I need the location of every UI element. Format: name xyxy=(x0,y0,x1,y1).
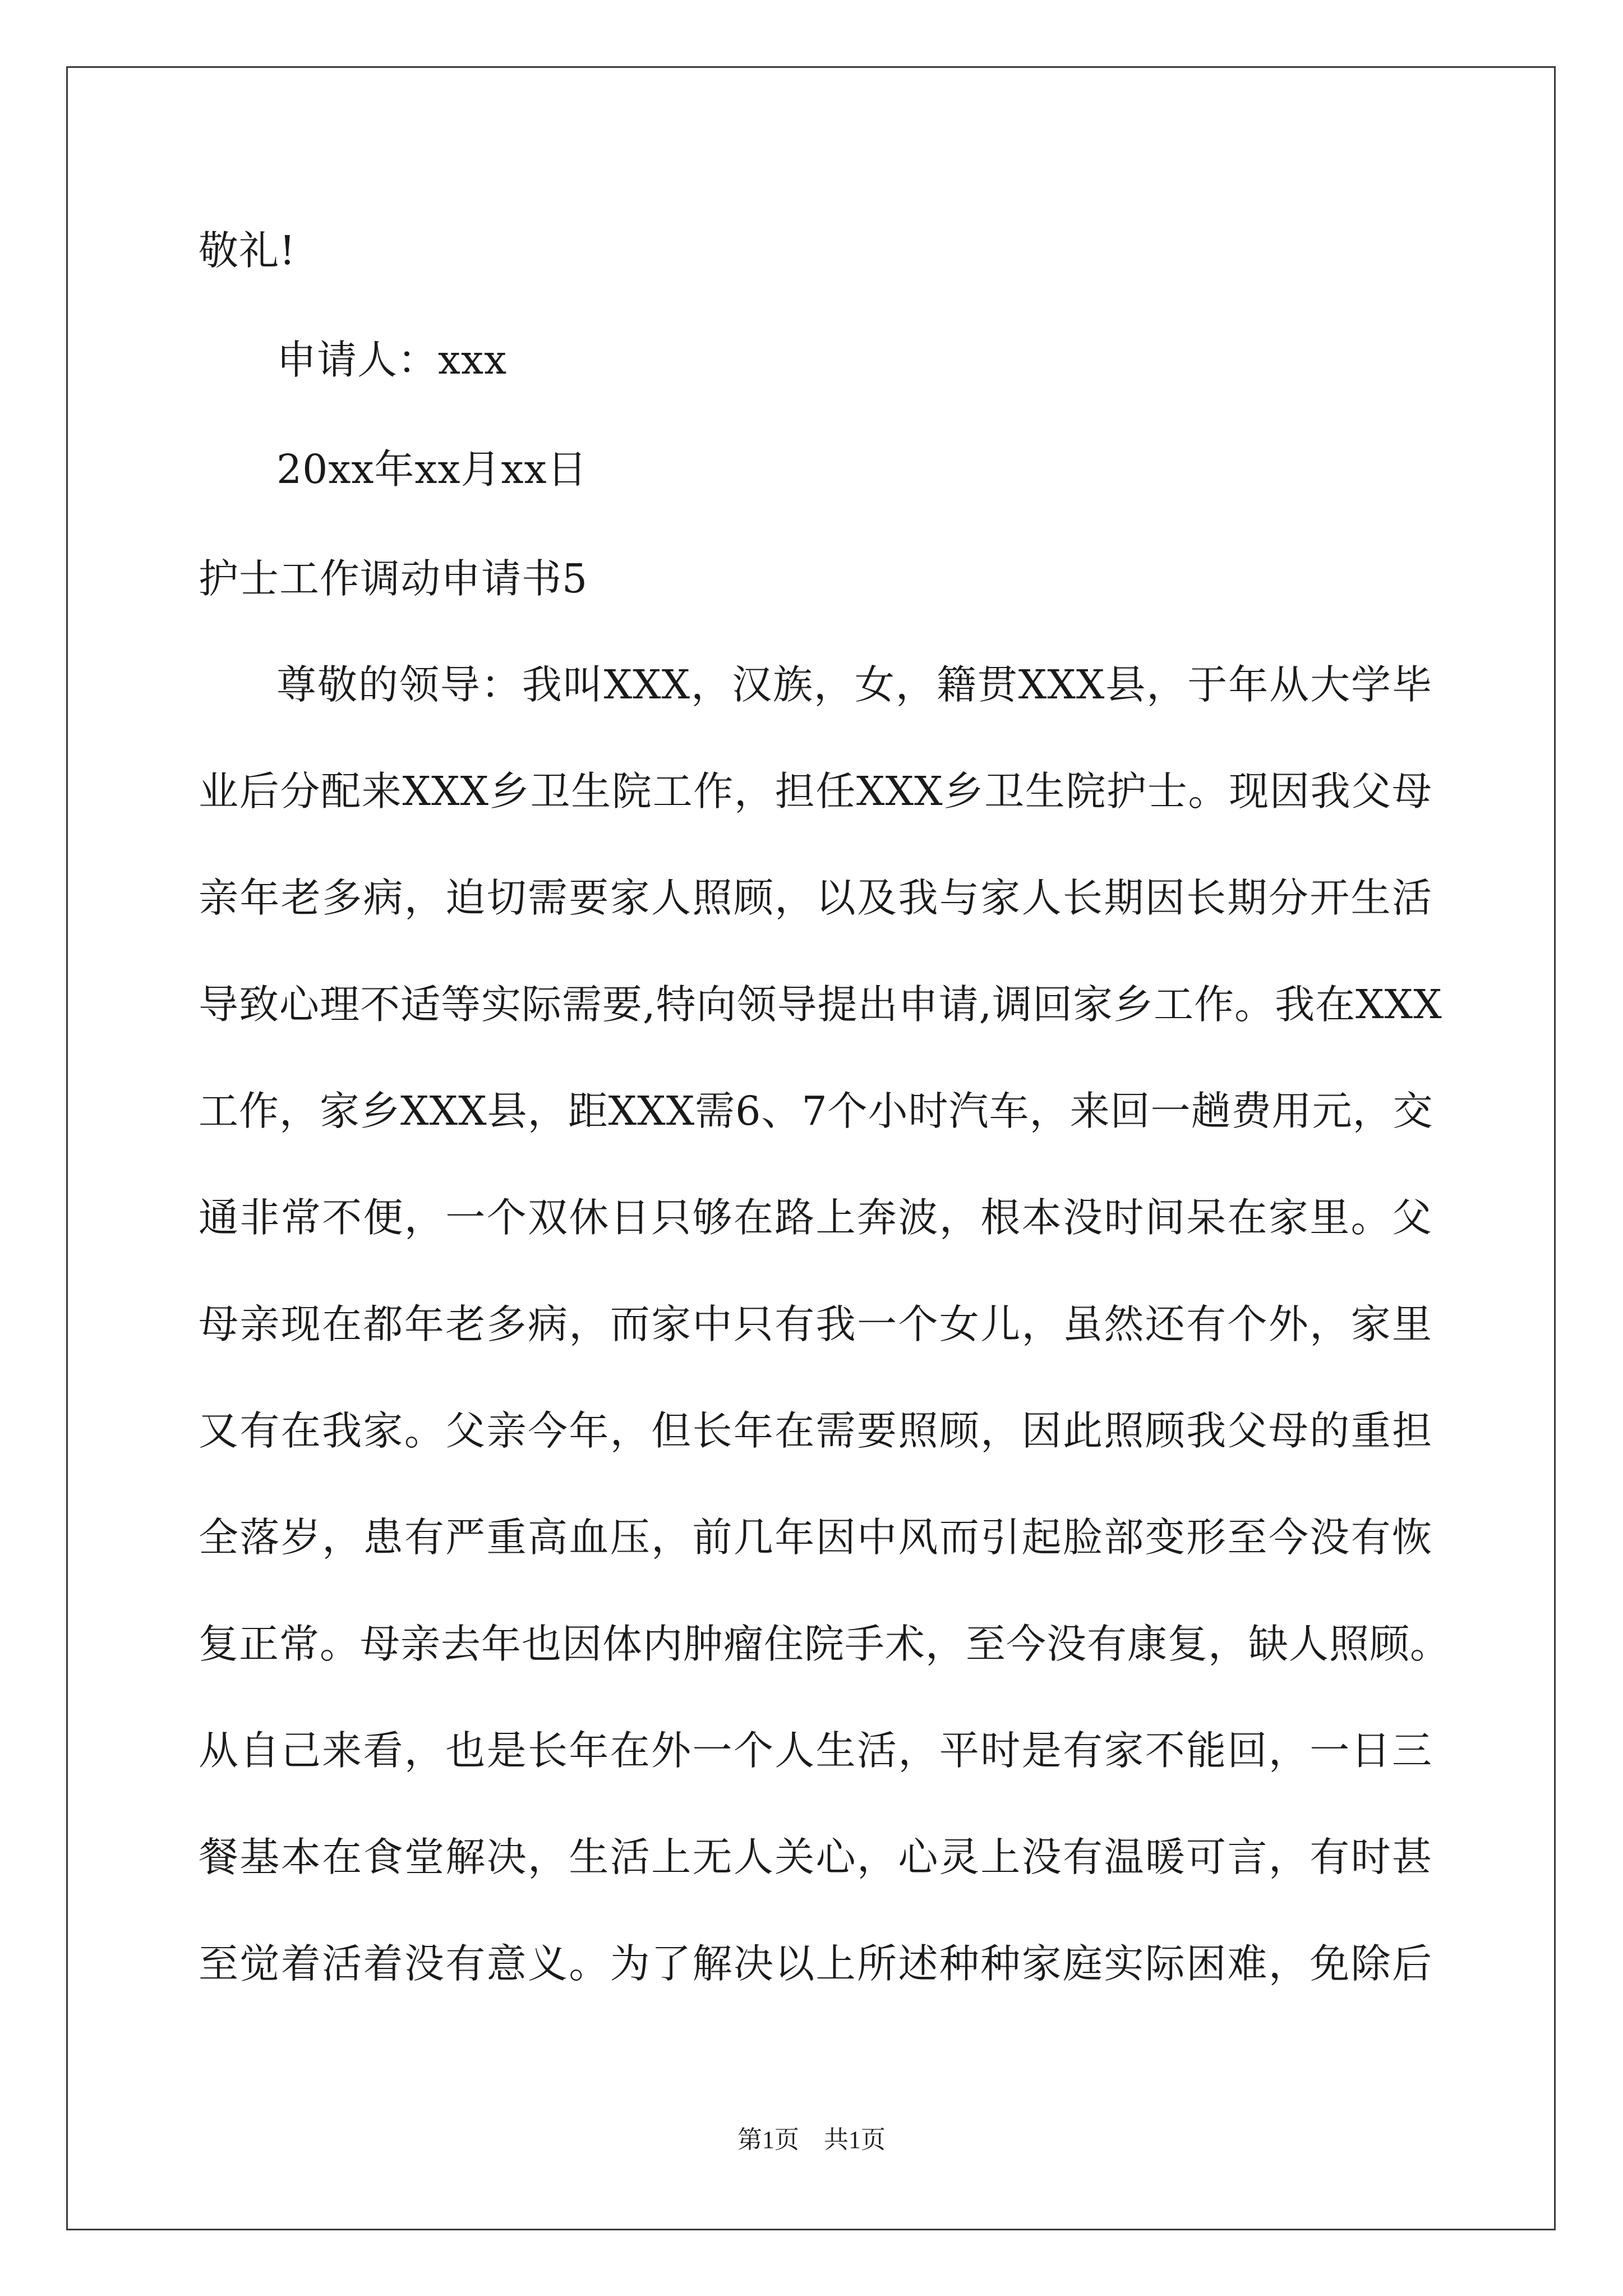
paragraph-line: 工作，家乡XXX县，距XXX需6、7个小时汽车，来回一趟费用元，交 xyxy=(199,1088,1433,1134)
paragraph-line: 通非常不便，一个双休日只够在路上奔波，根本没时间呆在家里。父 xyxy=(199,1194,1432,1241)
paragraph-line: 至觉着活着没有意义。为了解决以上所述种种家庭实际困难，免除后 xyxy=(199,1940,1432,1987)
page-border xyxy=(66,66,1556,2230)
date-line: 20xx年xx月xx日 xyxy=(276,446,588,493)
paragraph-line: 复正常。母亲去年也因体内肿瘤住院手术，至今没有康复，缺人照顾。 xyxy=(199,1621,1451,1667)
paragraph-line: 尊敬的领导：我叫XXX，汉族，女，籍贯XXX县，于年从大学毕 xyxy=(276,661,1432,708)
paragraph-line: 从自己来看，也是长年在外一个人生活，平时是有家不能回，一日三 xyxy=(199,1727,1432,1774)
paragraph-line: 全落岁，患有严重高血压，前几年因中风而引起脸部变形至今没有恢 xyxy=(199,1514,1432,1561)
applicant-line: 申请人：xxx xyxy=(276,337,508,383)
paragraph-line: 母亲现在都年老多病，而家中只有我一个女儿，虽然还有个外，家里 xyxy=(199,1301,1432,1347)
paragraph-line: 亲年老多病，迫切需要家人照顾，以及我与家人长期因长期分开生活 xyxy=(199,875,1432,921)
paragraph-line: 餐基本在食堂解决，生活上无人关心，心灵上没有温暖可言，有时甚 xyxy=(199,1834,1432,1880)
page-number-footer: 第1页 共1页 xyxy=(737,2126,886,2154)
closing-salutation: 敬礼! xyxy=(199,227,296,274)
paragraph-line: 导致心理不适等实际需要,特向领导提出申请,调回家乡工作。我在XXX xyxy=(199,981,1442,1028)
section-heading: 护士工作调动申请书5 xyxy=(199,555,588,602)
paragraph-line: 又有在我家。父亲今年，但长年在需要照顾，因此照顾我父母的重担 xyxy=(199,1407,1432,1454)
paragraph-line: 业后分配来XXX乡卫生院工作，担任XXX乡卫生院护士。现因我父母 xyxy=(199,768,1432,815)
